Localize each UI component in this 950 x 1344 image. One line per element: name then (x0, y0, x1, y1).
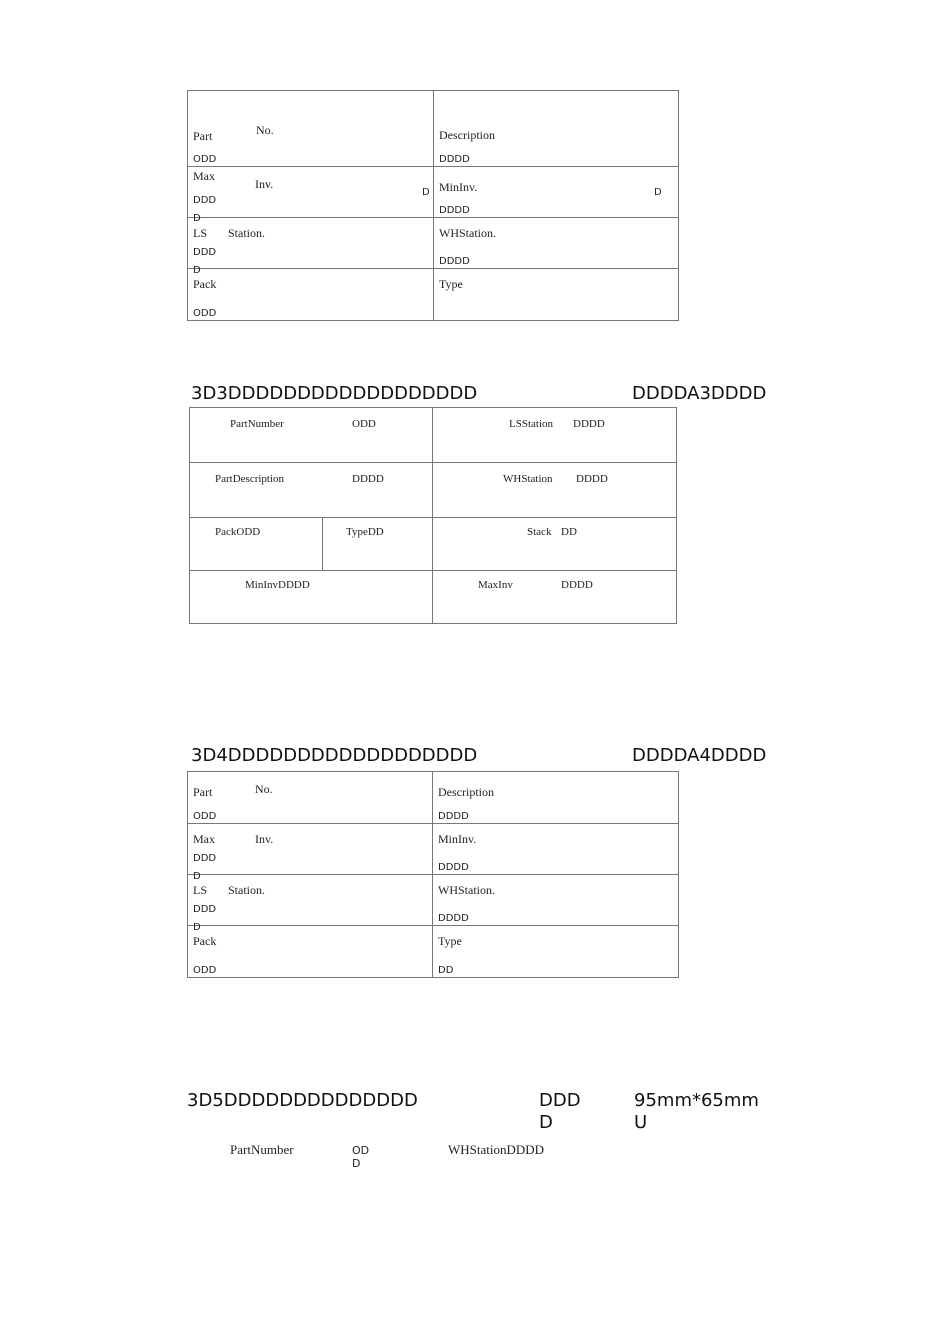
description-label: Description (439, 128, 495, 142)
lsstation-label: LSStation (509, 418, 554, 430)
ls-value: DDD (193, 904, 217, 915)
part-no-label: No. (255, 782, 273, 796)
whstation-value: DDDD (438, 913, 469, 924)
section-5-heading-mid-wrap: D (539, 1112, 553, 1133)
pack-value: ODD (193, 965, 217, 976)
part-value: ODD (193, 811, 217, 822)
label-4-rule (187, 823, 679, 824)
stack-value: DD (561, 526, 577, 538)
whstation-value: DDDD (439, 256, 470, 267)
partdescription-value: DDDD (352, 473, 384, 485)
type-label: Type (438, 934, 462, 948)
part-value: ODD (193, 154, 217, 165)
mininv-value: DDDD (439, 205, 470, 216)
label-3-rule (189, 570, 677, 571)
pack-label: PackODD (215, 526, 261, 538)
stack-label: Stack (527, 526, 552, 538)
max-value: DDD (193, 195, 217, 206)
part-no-label: No. (256, 123, 274, 137)
label-4-rule (187, 874, 679, 875)
partnumber-value: ODD (352, 418, 376, 430)
section-5-size-wrap: U (634, 1112, 648, 1133)
type-label: Type (439, 277, 463, 291)
type-value: DD (438, 965, 454, 976)
pack-label: Pack (193, 934, 217, 948)
section-4-heading: 3D4DDDDDDDDDDDDDDDDDD (191, 745, 478, 766)
label-1-rule (187, 217, 679, 218)
max-label: Max (193, 169, 215, 183)
description-value: DDDD (438, 811, 469, 822)
max-value: DDD (193, 853, 217, 864)
partnumber-label: PartNumber (230, 418, 284, 430)
section-5-heading: 3D5DDDDDDDDDDDDDD (187, 1090, 418, 1111)
label-3-rule (189, 517, 677, 518)
ls-value-wrap: D (193, 922, 201, 933)
mininv-label: MinInvDDDD (245, 579, 310, 591)
label-1-rule (187, 166, 679, 167)
pack-value: ODD (193, 308, 217, 319)
ls-label: LS (193, 883, 208, 897)
maxinv-value: DDDD (561, 579, 593, 591)
section-3-size-note: DDDDA3DDDD (632, 383, 767, 404)
max-value-wrap: D (193, 213, 201, 224)
label-3-rule (189, 462, 677, 463)
ls-station-label: Station. (228, 226, 266, 240)
max-inv-label: Inv. (255, 832, 274, 846)
part-label: Part (193, 785, 213, 799)
mininv-right-value: D (654, 187, 662, 198)
section-5-heading-mid: DDD (539, 1090, 581, 1111)
partnumber-label: PartNumber (230, 1142, 294, 1157)
part-label: Part (193, 129, 213, 143)
label-1-divider (433, 90, 434, 321)
max-inv-label: Inv. (255, 177, 274, 191)
section-4-size-note: DDDDA4DDDD (632, 745, 767, 766)
ls-value-wrap: D (193, 265, 201, 276)
description-value: DDDD (439, 154, 470, 165)
whstation-label: WHStation. (439, 226, 496, 240)
pack-label: Pack (193, 277, 217, 291)
partnumber-value: OD (352, 1144, 370, 1157)
label-3-divider (322, 517, 323, 570)
lsstation-value: DDDD (573, 418, 605, 430)
mininv-label: MinInv. (439, 180, 478, 194)
section-5-size: 95mm*65mm (634, 1090, 759, 1111)
whstation-label: WHStation. (438, 883, 495, 897)
section-3-heading: 3D3DDDDDDDDDDDDDDDDDD (191, 383, 478, 404)
ls-station-label: Station. (228, 883, 266, 897)
partnumber-value-wrap: D (352, 1157, 361, 1170)
ls-value: DDD (193, 247, 217, 258)
label-4-rule (187, 925, 679, 926)
mininv-value: DDDD (438, 862, 469, 873)
label-3-divider (432, 407, 433, 624)
whstation-label: WHStationDDDD (448, 1142, 545, 1157)
whstation-label: WHStation (503, 473, 553, 485)
whstation-value: DDDD (576, 473, 608, 485)
description-label: Description (438, 785, 494, 799)
ls-label: LS (193, 226, 208, 240)
mininv-label: MinInv. (438, 832, 477, 846)
type-label: TypeDD (346, 526, 384, 538)
max-value-wrap: D (193, 871, 201, 882)
max-right-value: D (422, 187, 430, 198)
label-1-rule (187, 268, 679, 269)
max-label: Max (193, 832, 215, 846)
label-3-border (189, 407, 677, 624)
maxinv-label: MaxInv (478, 579, 513, 591)
partdescription-label: PartDescription (215, 473, 285, 485)
